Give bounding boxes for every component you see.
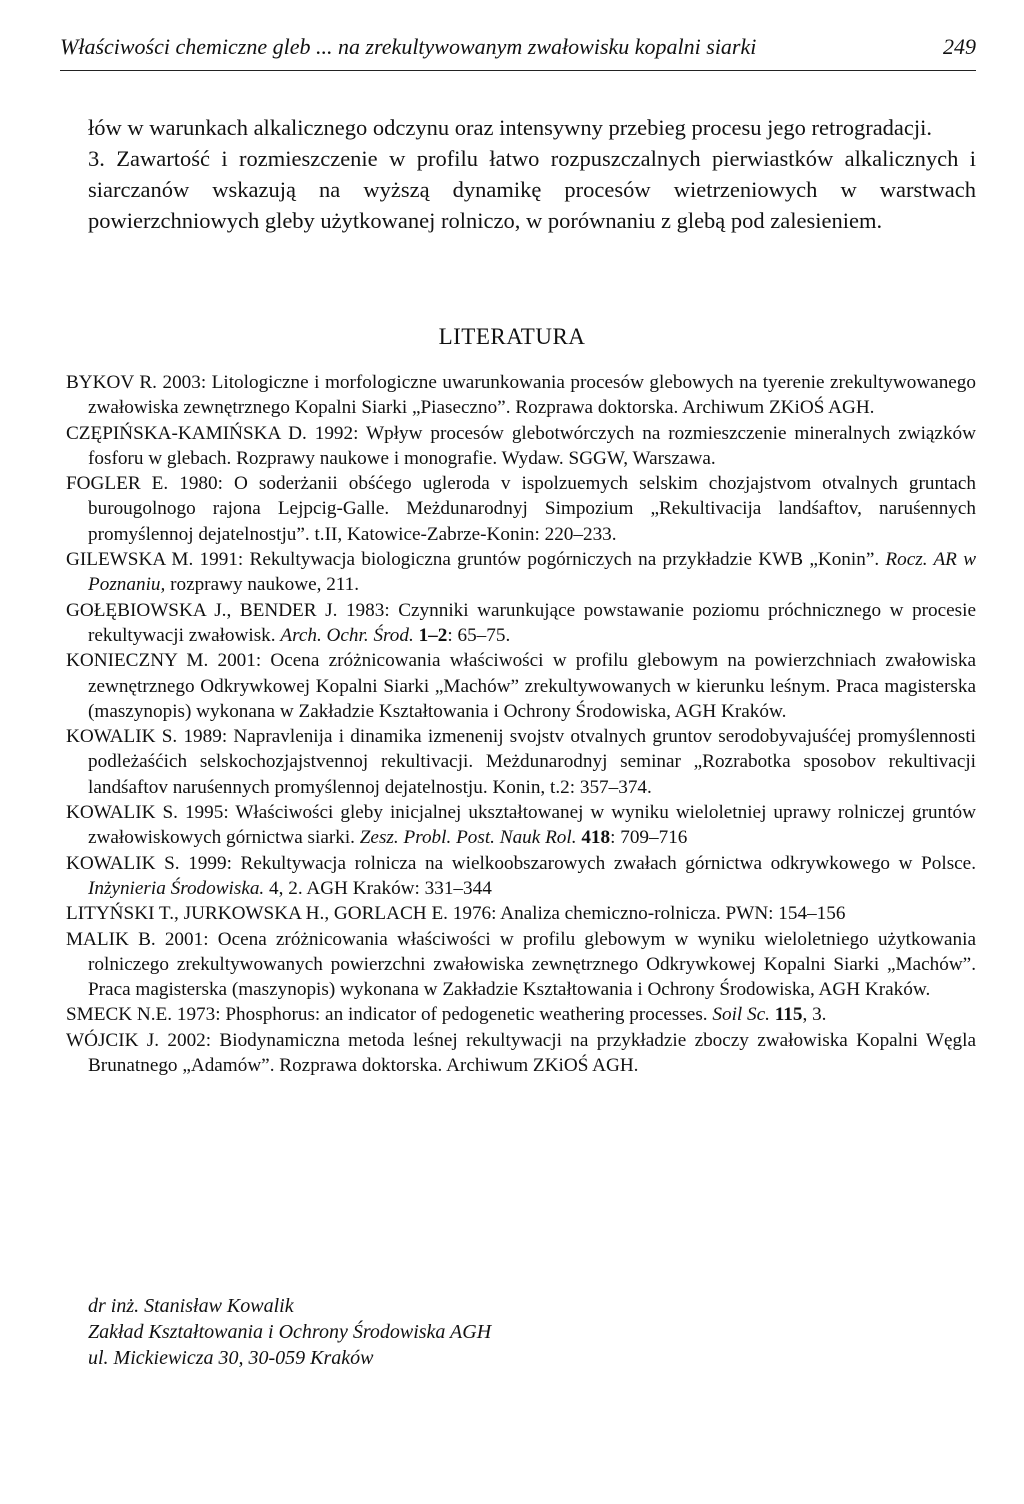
paragraph: 3. Zawartość i rozmieszczenie w profilu łatwo rozpuszczalnych pierwiastków alkalicznych i siarczanów wskazują na wyższą dynamikę procesów wietrzeniowych w warstwach powierzchniowych gleby użytkowanej rolniczo, w porównaniu z glebą pod zalesieniem. [88, 146, 976, 233]
section-heading-literatura: LITERATURA [438, 324, 586, 349]
reference-item: GILEWSKA M. 1991: Rekultywacja biologiczna gruntów pogórniczych na przykładzie KWB „Konin”. Rocz. AR w Poznaniu, rozprawy naukowe, 211. [66, 549, 976, 596]
reference-item: MALIK B. 2001: Ocena zróżnicowania właściwości w profilu glebowym w wyniku wieloletniego użytkowania rolniczego zrekultywowanych powierzchni zwałowiska zewnętrznego Odkrywkowej Kopalni Siarki „Machów”. Praca magisterska (maszynopis) wykonana w Zakładzie Kształtowania i Ochrony Środowiska, AGH Kraków. [66, 928, 976, 1001]
reference-item: WÓJCIK J. 2002: Biodynamiczna metoda leśnej rekultywacji na przykładzie zboczy zwałowiska Kopalni Węgla Brunatnego „Adamów”. Rozprawa doktorska. Archiwum ZKiOŚ AGH. [66, 1029, 976, 1077]
reference-item: CZĘPIŃSKA-KAMIŃSKA D. 1992: Wpływ procesów glebotwórczych na rozmieszczenie mineralnych związków fosforu w glebach. Rozprawy naukowe i monografie. Wydaw. SGGW, Warszawa. [66, 422, 976, 469]
author-department: Zakład Kształtowania i Ochrony Środowiska AGH [88, 1321, 492, 1343]
reference-item: SMECK N.E. 1973: Phosphorus: an indicator of pedogenetic weathering processes. Soil Sc. 115, 3. [66, 1004, 827, 1026]
reference-list [66, 370, 976, 1078]
author-affiliation [88, 1293, 491, 1371]
author-name: dr inż. Stanisław Kowalik [88, 1295, 294, 1317]
conclusions-text [88, 112, 976, 236]
reference-item: BYKOV R. 2003: Litologiczne i morfologiczne uwarunkowania procesów glebowych na tyerenie zrekultywowanego zwałowiska zewnętrznego Kopalni Siarki „Piaseczno”. Rozprawa doktorska. Archiwum ZKiOŚ AGH. [66, 372, 976, 419]
reference-item: KOWALIK S. 1989: Napravlenija i dinamika izmenenij svojstv otvalnych gruntov serodobyvajuśćej promyślennosti podleżaśćich selskochozjajstvennoj rekultivacji. Meżdunarodnyj seminar „Rozrabotka sposobov rekultivacji landśaftov naruśennych promyślennoj dejatelnostju. Konin, t.2: 357–374. [66, 726, 976, 798]
reference-item: GOŁĘBIOWSKA J., BENDER J. 1983: Czynniki warunkujące powstawanie poziomu próchnicznego w procesie rekultywacji zwałowisk. Arch. Ochr. Środ. 1–2: 65–75. [66, 599, 976, 646]
page-number: 249 [943, 34, 976, 59]
paragraph: łów w warunkach alkalicznego odczynu oraz intensywny przebieg procesu jego retrogradacji. [88, 115, 933, 140]
reference-item: KOWALIK S. 1999: Rekultywacja rolnicza na wielkoobszarowych zwałach górnictwa odkrywkowego w Polsce. Inżynieria Środowiska. 4, 2. AGH Kraków: 331–344 [66, 852, 976, 899]
reference-item: LITYŃSKI T., JURKOWSKA H., GORLACH E. 1976: Analiza chemiczno-rolnicza. PWN: 154–156 [66, 903, 846, 925]
running-header-title: Właściwości chemiczne gleb ... na zrekultywowanym zwałowisku kopalni siarki [60, 34, 757, 59]
author-address: ul. Mickiewicza 30, 30-059 Kraków [88, 1347, 374, 1369]
reference-item: KONIECZNY M. 2001: Ocena zróżnicowania właściwości w profilu glebowym na powierzchniach zwałowiska zewnętrznego Odkrywkowej Kopalni Siarki „Machów” zrekultywowanych w kierunku leśnym. Praca magisterska (maszynopis) wykonana w Zakładzie Kształtowania i Ochrony Środowiska, AGH Kraków. [66, 650, 976, 722]
running-header [60, 30, 976, 71]
reference-item: KOWALIK S. 1995: Właściwości gleby inicjalnej ukształtowanej w wyniku wieloletniej uprawy rolniczej gruntów zwałowiskowych górnictwa siarki. Zesz. Probl. Post. Nauk Rol. 418: 709–716 [66, 802, 976, 849]
reference-item: FOGLER E. 1980: O soderżanii obśćego ugleroda v ispolzuemych selskim chozjajstvom otvalnych gruntach burougolnogo rajona Lejpcig-Galle. Meżdunarodnyj Simpozium „Rekultivacija landśaftov, naruśennych promyślennoj dejatelnostju”. t.II, Katowice-Zabrze-Konin: 220–233. [66, 473, 976, 545]
